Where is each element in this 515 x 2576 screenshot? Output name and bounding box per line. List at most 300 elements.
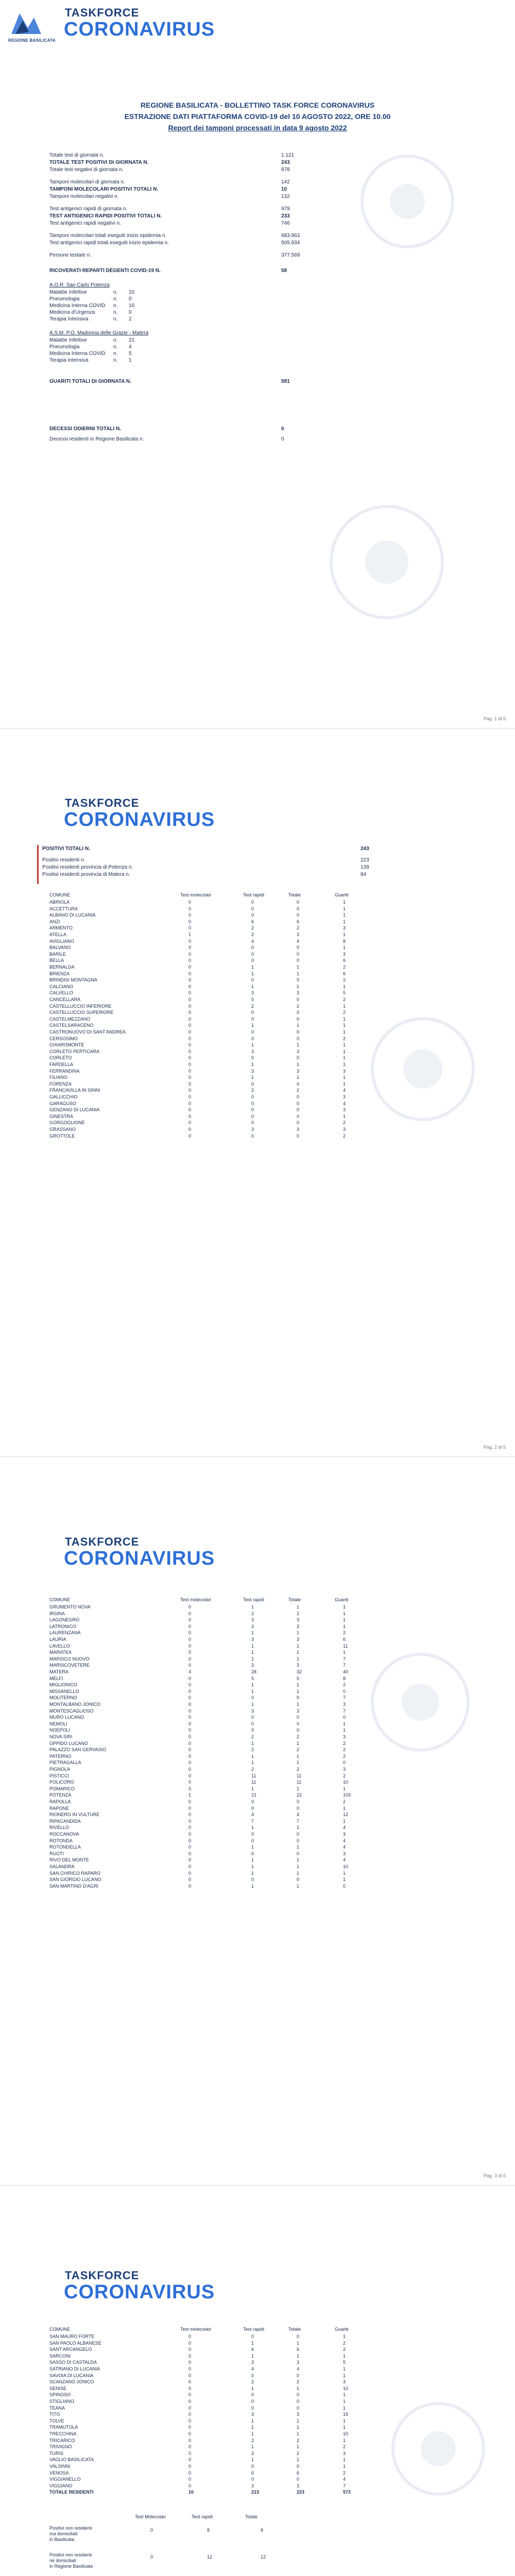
table-cell: 0 (297, 1799, 300, 1804)
table-cell: 3 (251, 990, 254, 996)
table-cell: 7 (343, 1663, 346, 1668)
virus-decoration-icon (371, 1017, 475, 1121)
table-cell: 5 (343, 990, 346, 996)
table-cell: 0 (188, 1812, 192, 1818)
ward-n: n. (113, 310, 118, 315)
table-cell: 0 (188, 951, 192, 957)
municipality-name: GENZANO DI LUCANIA (49, 1107, 100, 1113)
table-cell: 1 (343, 1786, 346, 1791)
table-cell: 0 (188, 938, 192, 944)
table-cell: 3 (343, 951, 346, 957)
table-cell: 0 (188, 1010, 192, 1015)
table-cell: 0 (188, 1088, 192, 1093)
table-cell: 1 (297, 1630, 300, 1636)
table-cell: 0 (188, 1107, 192, 1113)
table-cell: 1 (343, 1029, 346, 1035)
table-cell: 1 (297, 1760, 300, 1766)
table-cell: 3 (343, 1767, 346, 1772)
table-cell: 3 (251, 1617, 254, 1623)
deaths-value: 0 (281, 426, 284, 432)
stat-value: 142 (281, 179, 290, 185)
table-cell: 7 (343, 2483, 346, 2488)
table-cell: 1 (343, 2399, 346, 2404)
table-header-cell: Test rapidi (243, 1597, 265, 1602)
table-cell: 2 (343, 977, 346, 983)
ward-n: n. (113, 290, 118, 295)
table-cell: 2 (251, 1734, 254, 1739)
table-cell: 0 (297, 977, 300, 983)
stat-value: 132 (281, 194, 290, 199)
table-cell: 6 (343, 1637, 346, 1642)
table-cell: 0 (297, 2405, 300, 2411)
table-cell: 1 (251, 1023, 254, 1028)
table-cell: 1 (343, 2437, 346, 2443)
table-cell: 2 (297, 1734, 300, 1739)
ward-label: Terapia Intensiva (49, 358, 89, 363)
deaths-label: DECESSI ODIERNI TOTALI N. (49, 426, 122, 432)
table-cell: 1 (343, 900, 346, 905)
municipality-name: PISTICCI (49, 1773, 70, 1778)
table-cell: 2 (297, 1088, 300, 1093)
table-cell: 22 (297, 1792, 302, 1798)
municipality-name: ROTONDA (49, 1838, 73, 1843)
table-cell: 0 (297, 1100, 300, 1106)
stat-value: 979 (281, 206, 290, 212)
ward-n: n. (113, 296, 118, 302)
stat-value: 683.963 (281, 233, 300, 239)
table-cell: 0 (297, 997, 300, 1002)
table-cell: 0 (188, 1062, 192, 1067)
table-cell: 3 (343, 1851, 346, 1856)
table-cell: 0 (188, 2360, 192, 2365)
positive-value: 243 (360, 846, 369, 852)
table-cell: 1 (251, 2385, 254, 2391)
table-cell: 1 (251, 1643, 254, 1649)
table-cell: 0 (343, 1760, 346, 1766)
table-cell: 0 (251, 1016, 254, 1022)
region-label: REGIONE BASILICATA (8, 38, 56, 43)
ward-label: Malattie Infettive (49, 337, 87, 343)
table-cell: 2 (343, 2340, 346, 2346)
table-cell: 0 (188, 1611, 192, 1616)
summary-cell: 12 (207, 2554, 213, 2560)
table-cell: 0 (251, 997, 254, 1002)
table-cell: 1 (343, 932, 346, 937)
table-cell: 0 (297, 1081, 300, 1087)
table-cell: 8 (343, 1675, 346, 1681)
table-cell: 1 (297, 1857, 300, 1863)
table-cell: 0 (297, 1133, 300, 1139)
table-cell: 1 (297, 2431, 300, 2436)
ward-n: n. (113, 358, 118, 363)
positive-label: POSITIVI TOTALI N. (42, 846, 90, 852)
municipality-name: ATELLA (49, 932, 66, 937)
municipality-name: SAN GIORGIO LUCANO (49, 1877, 101, 1883)
summary-row-label: Positivi non residenti (49, 2552, 92, 2558)
municipality-name: VENOSA (49, 2470, 69, 2476)
municipality-name: ANZI (49, 919, 60, 924)
ward-value: 4 (129, 344, 132, 350)
table-cell: 1 (343, 2464, 346, 2469)
municipality-name: NEMOLI (49, 1721, 67, 1726)
table-cell: 7 (343, 1708, 346, 1714)
recovered-label: RICOVERATI REPARTI DEGENTI COVID-19 N. (49, 268, 161, 274)
table-cell: 0 (297, 906, 300, 911)
table-cell: 0 (188, 1617, 192, 1623)
table-cell: 0 (188, 1870, 192, 1876)
table-cell: 1 (297, 1870, 300, 1876)
municipality-name: ARMENTO (49, 925, 73, 931)
table-cell: 0 (188, 1113, 192, 1119)
municipality-name: BRIENZA (49, 971, 70, 976)
table-cell: 2 (343, 1753, 346, 1759)
table-cell: 0 (297, 2392, 300, 2398)
table-cell: 2 (343, 1630, 346, 1636)
total-residents-cell: 572 (343, 2489, 351, 2495)
table-cell: 1 (297, 2385, 300, 2391)
table-header-cell: Guariti (335, 2327, 349, 2332)
header (8, 795, 225, 837)
municipality-name: SAVOIA DI LUCANIA (49, 2372, 94, 2378)
table-cell: 6 (251, 2347, 254, 2352)
municipality-name: NOEPOLI (49, 1727, 71, 1733)
table-cell: 4 (251, 1812, 254, 1818)
stat-value: 377.569 (281, 252, 300, 258)
table-cell: 1 (297, 1702, 300, 1707)
ward-value: 0 (129, 310, 132, 315)
table-cell: 0 (297, 1721, 300, 1726)
table-cell: 2 (343, 1133, 346, 1139)
table-cell: 11 (343, 1643, 348, 1649)
brand-top: TASKFORCE (65, 1535, 140, 1548)
table-cell: 2 (251, 1088, 254, 1093)
ward-value: 10 (129, 290, 135, 295)
table-cell: 40 (343, 1669, 349, 1674)
table-cell: 2 (343, 964, 346, 970)
table-cell: 0 (251, 1081, 254, 1087)
table-cell: 11 (297, 1780, 302, 1785)
stat-label: Test antigenici rapidi totali eseguiti inizio epidemia n. (49, 240, 169, 246)
table-cell: 3 (251, 1068, 254, 1074)
municipality-name: MOLITERNO (49, 1695, 77, 1701)
municipality-name: ROCCANOVA (49, 1832, 79, 1837)
stat-label: TOTALE TEST POSITIVI DI GIORNATA N. (49, 160, 149, 165)
brand-top: TASKFORCE (65, 796, 140, 809)
table-cell: 3 (251, 1663, 254, 1668)
municipality-name: SASSO DI CASTALDA (49, 2360, 97, 2365)
table-cell: 1 (297, 1656, 300, 1662)
table-cell: 0 (297, 2334, 300, 2339)
table-cell: 1 (297, 1844, 300, 1850)
table-cell: 0 (343, 1883, 346, 1889)
municipality-name: MARSICO NUOVO (49, 1656, 90, 1662)
table-cell: 0 (343, 1688, 346, 1694)
municipality-name: LATRONICO (49, 1623, 76, 1629)
virus-decoration-icon (360, 155, 454, 248)
municipality-name: CERSOSIMO (49, 1036, 78, 1041)
table-cell: 0 (188, 1048, 192, 1054)
table-cell: 1 (251, 1062, 254, 1067)
table-cell: 0 (188, 1042, 192, 1048)
municipality-name: BERNALDA (49, 964, 75, 970)
healed-label: GUARITI TOTALI DI GIORNATA N. (49, 379, 131, 384)
table-cell: 1 (297, 1883, 300, 1889)
table-cell: 0 (188, 1740, 192, 1746)
table-cell: 1 (343, 1062, 346, 1067)
table-cell: 0 (188, 971, 192, 976)
table-cell: 3 (251, 1048, 254, 1054)
municipality-name: AVIGLIANO (49, 938, 74, 944)
municipality-name: SCANZANO JONICO (49, 2379, 94, 2385)
table-cell: 0 (188, 1068, 192, 1074)
table-cell: 0 (188, 1663, 192, 1668)
municipality-name: CASTELLUCCIO INFERIORE (49, 1003, 112, 1009)
summary-row-label: né domiciliati (49, 2558, 77, 2564)
brand-big: CORONAVIRUS (64, 2281, 215, 2303)
table-cell: 3 (251, 2360, 254, 2365)
header (8, 1534, 225, 1575)
table-cell: 4 (343, 1844, 346, 1850)
municipality-name: CALCIANO (49, 984, 74, 989)
table-cell: 1 (343, 1617, 346, 1623)
table-cell: 0 (188, 2340, 192, 2346)
table-cell: 0 (297, 1838, 300, 1843)
table-cell: 3 (343, 1832, 346, 1837)
table-cell: 8 (343, 938, 346, 944)
table-cell: 3 (343, 925, 346, 931)
table-cell: 1 (297, 1023, 300, 1028)
municipality-name: FARDELLA (49, 1062, 74, 1067)
municipality-name: CASTELLUCCIO SUPERIORE (49, 1010, 114, 1015)
table-header-cell: Test molecolari (180, 1597, 212, 1602)
table-cell: 1 (251, 1753, 254, 1759)
summary-cell: 8 (261, 2528, 264, 2533)
table-cell: 10 (343, 1864, 349, 1869)
table-cell: 0 (251, 1036, 254, 1041)
municipality-name: CASTRONUOVO DI SANT'ANDREA (49, 1029, 126, 1035)
table-cell: 0 (251, 1838, 254, 1843)
municipality-name: BARILE (49, 951, 66, 957)
table-cell: 0 (297, 1113, 300, 1119)
table-cell: 0 (188, 1753, 192, 1759)
table-cell: 1 (297, 2457, 300, 2463)
ward-value: 5 (129, 351, 132, 357)
table-cell: 2 (297, 1003, 300, 1009)
table-cell: 0 (188, 1767, 192, 1772)
table-cell: 32 (297, 1669, 302, 1674)
municipality-name: MARSICOVETERE (49, 1663, 90, 1668)
table-cell: 3 (297, 1637, 300, 1642)
page-number: Pag. 3 di 5 (483, 2173, 506, 2178)
table-cell: 0 (297, 945, 300, 951)
municipality-name: ACCETTURA (49, 906, 78, 911)
table-cell: 2 (251, 1611, 254, 1616)
summary-header: Test Molecolari (135, 2514, 166, 2520)
table-cell: 1 (251, 1740, 254, 1746)
municipality-name: CHIAROMONTE (49, 1042, 84, 1048)
table-cell: 1 (251, 1656, 254, 1662)
municipality-name: GARAGUSO (49, 1100, 77, 1106)
table-cell: 2 (343, 1799, 346, 1804)
table-cell: 0 (251, 1107, 254, 1113)
municipality-name: TRECCHINA (49, 2431, 77, 2436)
table-header-cell: Test rapidi (243, 2327, 265, 2332)
ward-label: Medicina d'Urgenza (49, 310, 95, 315)
ward-n: n. (113, 344, 118, 350)
table-cell: 0 (297, 1036, 300, 1041)
table-cell: 1 (297, 1682, 300, 1688)
table-cell: 1 (251, 2444, 254, 2450)
table-cell: 0 (188, 1036, 192, 1041)
stat-label: Tamponi molecolari di giornata n. (49, 179, 125, 185)
table-cell: 1 (297, 1740, 300, 1746)
municipality-name: POMARICO (49, 1786, 75, 1791)
table-cell: 0 (188, 1727, 192, 1733)
table-header-cell: Guariti (335, 892, 349, 897)
table-cell: 1 (297, 1643, 300, 1649)
hospital-title: A.O.R. San Carlo Potenza (49, 282, 110, 288)
municipality-name: BRINDISI MONTAGNA (49, 977, 97, 983)
table-cell: 1 (343, 1611, 346, 1616)
ward-label: Pneumologia (49, 344, 80, 350)
municipality-name: SARCONI (49, 2353, 71, 2359)
table-cell: 0 (251, 958, 254, 963)
table-cell: 0 (188, 1883, 192, 1889)
table-cell: 0 (188, 1081, 192, 1087)
table-cell: 0 (188, 2418, 192, 2424)
positive-label: Positivi residenti provincia di Matera n. (42, 872, 130, 877)
table-cell: 6 (343, 971, 346, 976)
table-cell: 2 (251, 2437, 254, 2443)
table-cell: 3 (297, 1048, 300, 1054)
stat-label: Totale test di giornata n. (49, 152, 105, 158)
table-cell: 11 (297, 1773, 302, 1778)
municipality-name: TURSI (49, 2450, 63, 2456)
virus-decoration-icon (371, 1653, 470, 1752)
table-cell: 0 (297, 1805, 300, 1811)
table-cell: 0 (251, 1727, 254, 1733)
page-4 (0, 2185, 515, 2576)
summary-header: Totale (245, 2514, 258, 2520)
municipality-name: VALSINNI (49, 2464, 71, 2469)
municipality-name: ALBANO DI LUCANIA (49, 912, 96, 918)
table-cell: 0 (297, 2477, 300, 2482)
table-cell: 1 (251, 1682, 254, 1688)
table-cell: 3 (343, 2450, 346, 2456)
table-cell: 0 (188, 2444, 192, 2450)
table-cell: 0 (297, 951, 300, 957)
table-cell: 1 (343, 1623, 346, 1629)
extraction-title: ESTRAZIONE DATI PIATTAFORMA COVID-19 del 10 AGOSTO 2022, ORE 10.00 (124, 112, 391, 121)
table-cell: 0 (343, 1715, 346, 1720)
table-cell: 1 (343, 2353, 346, 2359)
table-cell: 0 (188, 2372, 192, 2378)
municipality-name: TRAMUTOLA (49, 2425, 78, 2430)
table-cell: 1 (343, 1805, 346, 1811)
table-cell: 2 (251, 1767, 254, 1772)
table-cell: 3 (297, 2360, 300, 2365)
summary-cell: 0 (150, 2554, 153, 2560)
table-cell: 0 (188, 1825, 192, 1831)
table-cell: 0 (188, 1023, 192, 1028)
table-cell: 2 (343, 1120, 346, 1126)
table-cell: 0 (188, 1864, 192, 1869)
positive-value: 84 (360, 872, 367, 877)
municipality-name: RIVELLO (49, 1825, 70, 1831)
municipality-name: VIGGIANO (49, 2483, 73, 2488)
stat-value: 505.934 (281, 240, 300, 246)
summary-cell: 12 (261, 2554, 266, 2560)
summary-row-label: in Regione Basilicata (49, 2564, 93, 2569)
municipality-name: TRICARICO (49, 2437, 75, 2443)
table-cell: 1 (251, 1844, 254, 1850)
table-cell: 2 (343, 1036, 346, 1041)
table-cell: 2 (251, 1747, 254, 1753)
table-header-cell: Guariti (335, 1597, 349, 1602)
table-cell: 4 (343, 1088, 346, 1093)
table-cell: 1 (297, 1062, 300, 1067)
table-cell: 0 (251, 1877, 254, 1883)
table-cell: 1 (251, 984, 254, 989)
table-cell: 1 (343, 1650, 346, 1655)
table-cell: 0 (297, 1695, 300, 1701)
municipality-name: RIONERO IN VULTURE (49, 1812, 100, 1818)
table-cell: 0 (188, 1715, 192, 1720)
stat-label: Tamponi molecolari negativi n. (49, 194, 119, 199)
table-cell: 0 (251, 2392, 254, 2398)
page-number: Pag. 1 di 5 (483, 716, 506, 721)
table-cell: 0 (188, 2385, 192, 2391)
table-cell: 7 (343, 1656, 346, 1662)
table-cell: 3 (343, 1702, 346, 1707)
table-cell: 0 (188, 1708, 192, 1714)
table-cell: 0 (188, 2483, 192, 2488)
table-cell: 7 (343, 1695, 346, 1701)
table-cell: 1 (297, 1864, 300, 1869)
table-cell: 1 (343, 2418, 346, 2424)
municipality-name: VAGLIO BASILICATA (49, 2457, 94, 2463)
table-cell: 1 (297, 1042, 300, 1048)
table-cell: 0 (188, 1799, 192, 1804)
municipality-name: SENISE (49, 2385, 67, 2391)
table-cell: 1 (297, 1753, 300, 1759)
table-cell: 0 (251, 1715, 254, 1720)
total-residents-cell: 10 (188, 2489, 194, 2495)
municipality-name: MATERA (49, 1669, 68, 1674)
table-cell: 0 (297, 1107, 300, 1113)
table-cell: 0 (188, 2464, 192, 2469)
table-cell: 0 (188, 2392, 192, 2398)
municipality-name: LAVELLO (49, 1643, 70, 1649)
municipality-name: STIGLIANO (49, 2399, 75, 2404)
table-cell: 4 (343, 1838, 346, 1843)
table-cell: 3 (343, 1734, 346, 1739)
ward-value: 2 (129, 316, 132, 322)
table-cell: 0 (188, 1818, 192, 1824)
stat-label: TEST ANTIGENICI RAPIDI POSITIVI TOTALI N. (49, 213, 162, 219)
municipality-name: SAN MARTINO D'AGRI (49, 1883, 99, 1889)
table-header-cell: Totale (288, 1597, 301, 1602)
ward-label: Malattie Infettive (49, 290, 87, 295)
ward-n: n. (113, 303, 118, 309)
summary-cell: 8 (207, 2528, 210, 2533)
table-cell: 1 (297, 2353, 300, 2359)
table-cell: 0 (188, 1786, 192, 1791)
municipality-name: SPINOSO (49, 2392, 71, 2398)
table-cell: 3 (251, 2412, 254, 2417)
table-cell: 0 (297, 1016, 300, 1022)
table-cell: 1 (343, 2372, 346, 2378)
